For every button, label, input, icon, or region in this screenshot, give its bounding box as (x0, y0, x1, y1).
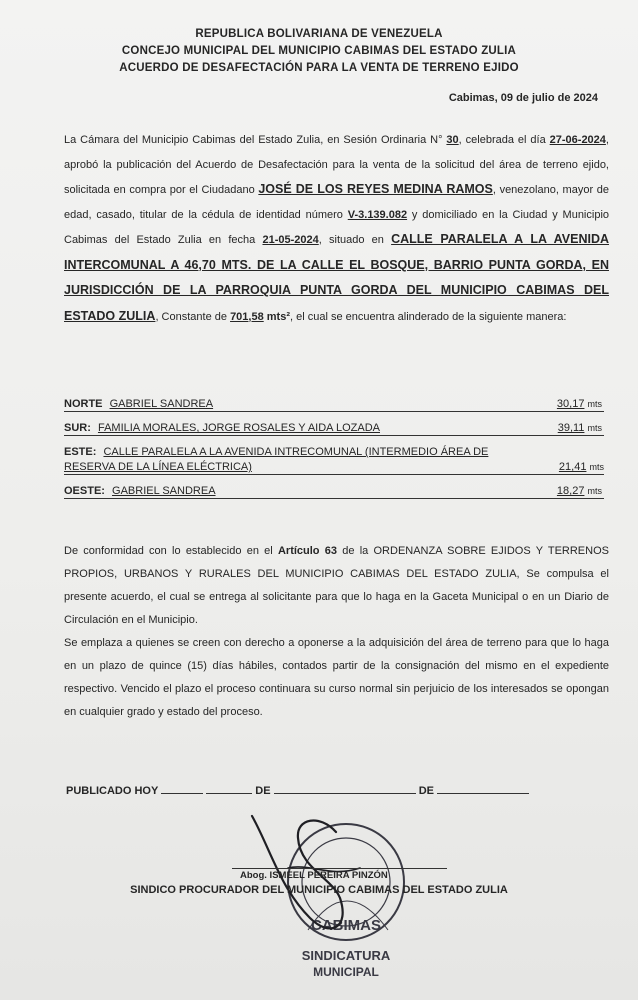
measure-number: 18,27 (556, 485, 585, 497)
boundary-key: OESTE: (64, 485, 105, 497)
request-date: 21-05-2024 (262, 234, 319, 246)
measure-unit: mts (587, 399, 602, 409)
boundary-measure (557, 485, 602, 497)
measure-unit: mts (587, 423, 602, 433)
intro-text-8: , el cual se encuentra alinderado de la siguiente manera: (290, 310, 567, 323)
header-line-1: REPUBLICA BOLIVARIANA DE VENEZUELA (195, 28, 443, 40)
measure-unit: mts (587, 486, 602, 496)
boundary-key: ESTE: (64, 446, 97, 458)
applicant-name: JOSÉ DE LOS REYES MEDINA RAMOS (258, 182, 493, 196)
session-date: 27-06-2024 (549, 134, 606, 146)
signature-line (232, 868, 447, 869)
boundary-west (64, 481, 604, 499)
boundary-value-cont: RESERVA DE LA LÍNEA ELÉCTRICA) (64, 461, 252, 473)
boundary-value: GABRIEL SANDREA (112, 485, 216, 497)
document-date: Cabimas, 09 de julio de 2024 (448, 92, 598, 104)
paragraph-intro (64, 128, 609, 329)
legal-text-1: De conformidad con lo establecido en el (64, 545, 273, 557)
boundaries-list (64, 394, 604, 499)
seal-line-2: MUNICIPAL (313, 965, 379, 979)
measure-unit: mts (589, 462, 604, 472)
boundary-value: FAMILIA MORALES, JORGE ROSALES Y AIDA LOZADA (97, 422, 380, 434)
published-de-2: DE (418, 785, 434, 797)
document-header (0, 26, 638, 77)
blank-day (161, 783, 203, 794)
legal-text-2: de la ORDENANZA SOBRE EJIDOS Y TERRENOS PROPIOS, URBANOS Y RURALES DEL MUNICIPIO CABIMAS DEL ESTADO ZULIA, Se compulsa el presente acuerdo, el cual se entrega al solicitante para que lo haga en la Gaceta Municipal o en un Diario de Circulación en el Municipio. (64, 545, 609, 626)
intro-text-3: , aprobó la publicación del Acuerdo de Desafectación para la venta de la solicitud del área de terreno ejido, solicitada en compra por el Ciudadano (64, 134, 609, 196)
seal-line-1: SINDICATURA (301, 948, 391, 963)
intro-text-2: , celebrada el día (458, 134, 546, 146)
boundary-key: NORTE (64, 398, 103, 410)
blank-month (274, 783, 416, 794)
area-unit: mts² (266, 310, 291, 323)
property-area: 701,58 (230, 310, 264, 323)
boundary-east (64, 442, 604, 475)
intro-text-5: y domiciliado en la Ciudad y Municipio Cabimas del Estado Zulia en fecha (64, 208, 609, 246)
paragraph-legal-basis (64, 540, 609, 632)
signer-name: Abog. ISMEEL PEREIRA PINZÓN (240, 870, 388, 881)
blank-year (437, 783, 529, 794)
intro-text-7: , Constante de (155, 310, 227, 323)
session-number: 30 (446, 134, 459, 146)
measure-number: 39,11 (557, 422, 585, 434)
id-number: V-3.139.082 (347, 208, 408, 221)
header-line-3: ACUERDO DE DESAFECTACIÓN PARA LA VENTA DE TERRENO EJIDO (119, 62, 519, 74)
article-reference: Artículo 63 (277, 545, 337, 557)
measure-number: 30,17 (556, 398, 585, 410)
boundary-key: SUR: (64, 422, 91, 434)
boundary-measure (557, 398, 602, 410)
property-location: CALLE PARALELA A LA AVENIDA INTERCOMUNAL A 46,70 MTS. DE LA CALLE EL BOSQUE, BARRIO PUNTA GORDA, EN JURISDICCIÓN DE LA PARROQUIA PUNTA GORDA DEL MUNICIPIO CABIMAS DEL ESTADO ZULIA (64, 232, 610, 323)
header-line-2: CONCEJO MUNICIPAL DEL MUNICIPIO CABIMAS DEL ESTADO ZULIA (121, 45, 517, 57)
measure-number: 21,41 (558, 461, 587, 473)
boundary-south (64, 418, 604, 436)
boundary-measure (559, 461, 604, 473)
intro-text-6: , situado en (318, 234, 384, 246)
published-line (66, 783, 529, 797)
boundary-measure (558, 422, 602, 434)
boundary-value: GABRIEL SANDREA (109, 398, 214, 410)
seal-inner-text: CABIMAS (311, 917, 381, 934)
signer-title: SINDICO PROCURADOR DEL MUNICIPIO CABIMAS DEL ESTADO ZULIA (130, 884, 508, 896)
published-label: PUBLICADO HOY (66, 785, 159, 797)
boundary-north (64, 394, 604, 412)
published-de-1: DE (255, 785, 271, 797)
paragraph-opposition: Se emplaza a quienes se creen con derecho a oponerse a la adquisición del área de terreno para que lo haga en un plazo de quince (15) días hábiles, contados partir de la consignación del mismo en el expediente respectivo. Vencido el plazo el proceso continuara su curso normal sin perjuicio de los interesados se opongan en cualquier grado y estado del proceso. (64, 637, 609, 718)
boundary-value: CALLE PARALELA A LA AVENIDA INTRECOMUNAL (INTERMEDIO ÁREA DE (103, 446, 489, 458)
intro-text-1: La Cámara del Municipio Cabimas del Estado Zulia, en Sesión Ordinaria N° (64, 134, 443, 146)
intro-text-4: , venezolano, mayor de edad, casado, titular de la cédula de identidad número (64, 184, 609, 221)
blank-day-2 (206, 783, 252, 794)
